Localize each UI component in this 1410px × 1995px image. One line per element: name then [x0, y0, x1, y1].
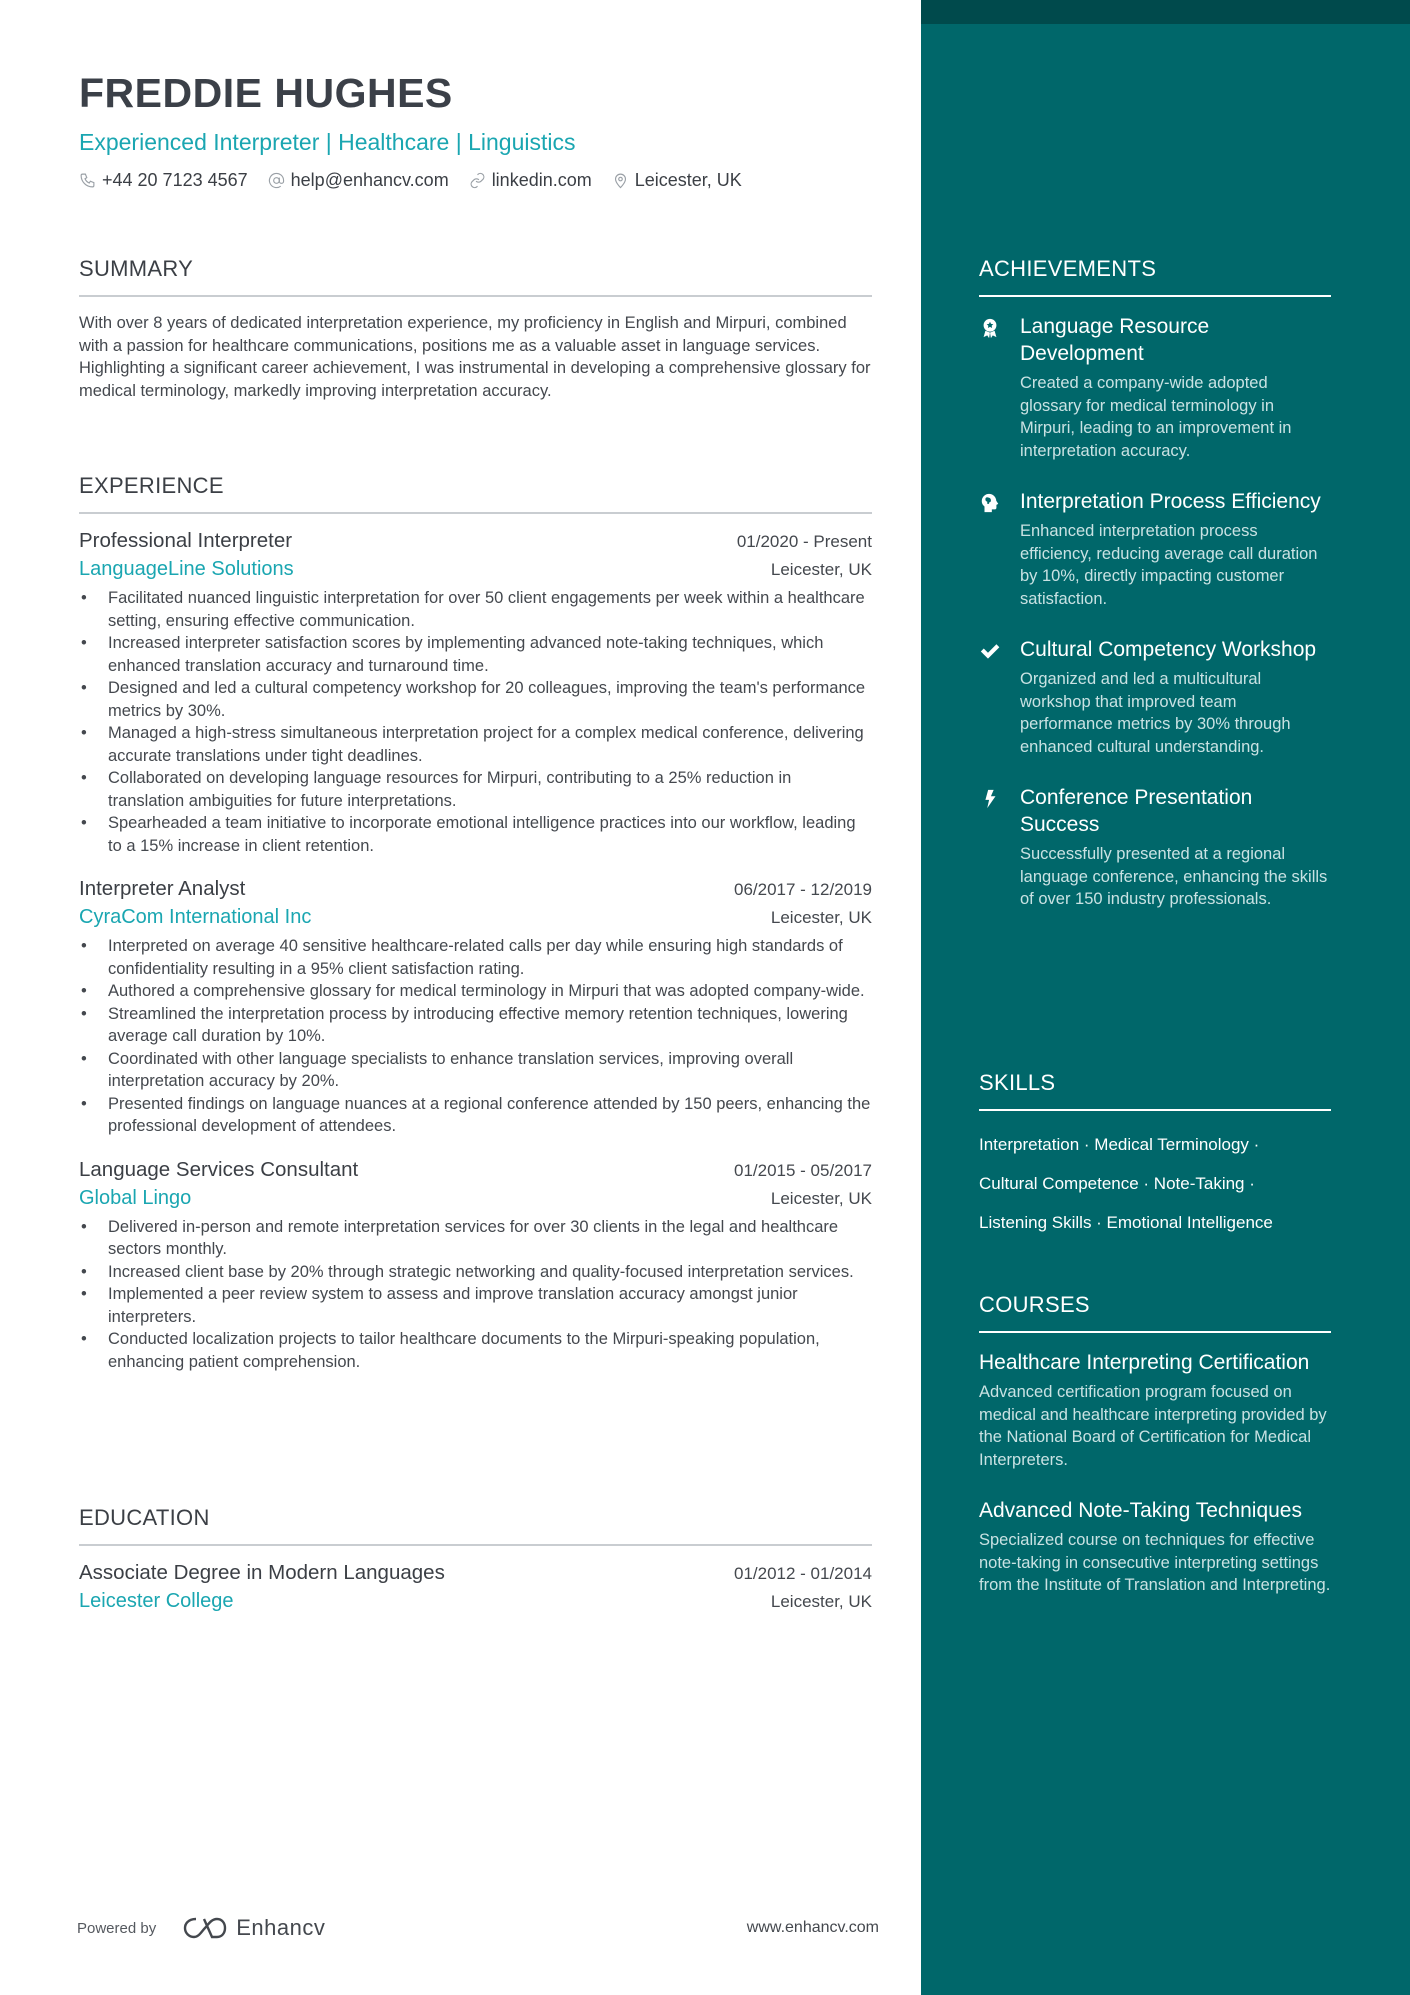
job-entry: [79, 875, 872, 1138]
job-location: Leicester, UK: [770, 1188, 872, 1208]
summary-heading: SUMMARY: [79, 256, 872, 297]
job-bullet: • Conducted localization projects to tailor healthcare documents to the Mirpuri-speaking population, enhancing patient comprehension.: [79, 1328, 872, 1373]
contact-phone[interactable]: [79, 170, 248, 191]
job-bullet: • Designed and led a cultural competency workshop for 20 colleagues, improving the team's performance metrics by 30%.: [79, 677, 872, 722]
location-text: Leicester, UK: [634, 170, 742, 190]
sidebar-top-bar: [921, 0, 1410, 24]
education-date: 01/2012 - 01/2014: [733, 1564, 872, 1583]
brain-head-icon: [979, 492, 1001, 514]
enhancv-logo-icon: [182, 1915, 228, 1941]
skills-line: Cultural Competence · Note-Taking ·: [979, 1174, 1255, 1193]
job-entry: [79, 527, 872, 857]
achievement-desc: Created a company-wide adopted glossary for medical terminology in Mirpuri, leading to an improvement in interpretation accuracy.: [1020, 374, 1292, 460]
education-heading: EDUCATION: [79, 1505, 872, 1546]
achievement-item: [979, 488, 1331, 610]
achievement-item: [979, 636, 1331, 758]
powered-by-label: Powered by: [77, 1919, 157, 1937]
summary-section: [79, 256, 872, 402]
contact-linkedin[interactable]: [469, 170, 592, 191]
job-bullet: • Streamlined the interpretation process by introducing effective memory retention techniques, lowering average call duration by 10%.: [79, 1003, 872, 1048]
skills-list: [979, 1125, 1331, 1242]
achievement-item: [979, 784, 1331, 911]
job-company[interactable]: Global Lingo: [79, 1186, 192, 1209]
course-item: [979, 1497, 1331, 1597]
footer-website[interactable]: www.enhancv.com: [746, 1919, 879, 1936]
sidebar-column: [921, 0, 1410, 1995]
phone-icon: [79, 172, 96, 189]
resume-header: [79, 68, 871, 191]
summary-text: With over 8 years of dedicated interpretation experience, my proficiency in English and Mirpuri, combined with a passion for healthcare communications, positions me as a valuable asset in language services. Highlighting a significant career achievement, I was instrumental in developing a comprehensive glossary for medical terminology, markedly improving interpretation accuracy.: [79, 314, 871, 400]
job-title: Professional Interpreter: [79, 529, 293, 552]
enhancv-brand: Enhancv: [236, 1915, 326, 1940]
experience-section: [79, 473, 872, 1373]
skills-line: Listening Skills · Emotional Intelligence: [979, 1213, 1273, 1232]
course-title: Healthcare Interpreting Certification: [979, 1351, 1310, 1374]
job-bullets: [79, 935, 872, 1138]
lightning-icon: [979, 788, 1001, 810]
location-pin-icon: [612, 172, 629, 189]
link-icon: [469, 172, 486, 189]
achievement-title: Interpretation Process Efficiency: [1020, 490, 1321, 513]
job-bullets: [79, 1216, 872, 1374]
job-bullet: • Collaborated on developing language resources for Mirpuri, contributing to a 25% reduction in translation ambiguities for future interpretations.: [79, 767, 872, 812]
job-bullet: • Interpreted on average 40 sensitive healthcare-related calls per day while ensuring high standards of confidentiality resulting in a 95% client satisfaction rating.: [79, 935, 872, 980]
job-bullet: • Spearheaded a team initiative to incorporate emotional intelligence practices into our workflow, leading to a 15% increase in client retention.: [79, 812, 872, 857]
course-item: [979, 1349, 1331, 1471]
job-title: Language Services Consultant: [79, 1157, 359, 1181]
job-bullet: • Implemented a peer review system to assess and improve translation accuracy amongst junior interpreters.: [79, 1283, 872, 1328]
job-location: Leicester, UK: [770, 908, 872, 927]
candidate-tagline: Experienced Interpreter | Healthcare | Linguistics: [79, 129, 576, 155]
checkmark-icon: [979, 640, 1001, 662]
achievement-desc: Enhanced interpretation process efficiency, reducing average call duration by 10%, directly impacting customer satisfaction.: [1020, 522, 1318, 608]
job-title: Interpreter Analyst: [79, 877, 246, 900]
award-icon: [979, 317, 1001, 339]
job-bullet: • Managed a high-stress simultaneous interpretation project for a complex medical conference, delivering accurate translations under tight deadlines.: [79, 722, 872, 767]
courses-heading: COURSES: [979, 1292, 1331, 1333]
job-entry: [79, 1156, 872, 1374]
job-bullet: • Facilitated nuanced linguistic interpretation for over 50 client engagements per week within a healthcare setting, ensuring effective communication.: [79, 587, 872, 632]
phone-text: +44 20 7123 4567: [102, 170, 248, 190]
job-bullet: • Delivered in-person and remote interpretation services for over 30 clients in the legal and healthcare sectors monthly.: [79, 1216, 872, 1261]
job-bullet: • Increased client base by 20% through strategic networking and quality-focused interpretation services.: [79, 1261, 872, 1284]
achievement-desc: Organized and led a multicultural workshop that improved team performance metrics by 30% through enhanced cultural understanding.: [1020, 670, 1291, 756]
achievement-title: Conference Presentation Success: [1020, 786, 1253, 836]
job-bullets: [79, 587, 872, 857]
at-icon: [268, 172, 285, 189]
degree-title: Associate Degree in Modern Languages: [79, 1561, 445, 1584]
linkedin-text: linkedin.com: [491, 170, 592, 190]
powered-by: [77, 1915, 325, 1941]
job-bullet: • Coordinated with other language specialists to enhance translation services, improving overall interpretation accuracy by 20%.: [79, 1048, 872, 1093]
experience-heading: EXPERIENCE: [79, 473, 872, 514]
job-bullet: • Authored a comprehensive glossary for medical terminology in Mirpuri that was adopted company-wide.: [79, 980, 872, 1003]
job-date: 06/2017 - 12/2019: [733, 880, 872, 899]
email-text: help@enhancv.com: [290, 170, 449, 190]
job-location: Leicester, UK: [770, 560, 872, 579]
education-entry: [79, 1559, 872, 1615]
enhancv-logo[interactable]: [182, 1915, 325, 1941]
candidate-name: FREDDIE HUGHES: [79, 70, 453, 116]
job-bullet: • Presented findings on language nuances at a regional conference attended by 150 peers, enhancing the professional development of attendees.: [79, 1093, 872, 1138]
skills-heading: SKILLS: [979, 1070, 1331, 1111]
skills-line: Interpretation · Medical Terminology ·: [979, 1135, 1260, 1154]
education-section: [79, 1505, 872, 1615]
contact-bar: [79, 170, 871, 191]
achievement-desc: Successfully presented at a regional language conference, enhancing the skills of over 150 industry professionals.: [1020, 845, 1328, 908]
achievements-heading: ACHIEVEMENTS: [979, 256, 1331, 297]
course-desc: Specialized course on techniques for effective note-taking in consecutive interpreting settings from the Institute of Translation and Interpreting.: [979, 1531, 1331, 1594]
education-location: Leicester, UK: [770, 1592, 872, 1611]
job-company[interactable]: CyraCom International Inc: [79, 906, 312, 928]
courses-section: [979, 1292, 1331, 1597]
achievement-item: [979, 313, 1331, 462]
achievements-section: [979, 256, 1331, 911]
achievement-title: Cultural Competency Workshop: [1020, 638, 1317, 661]
contact-email[interactable]: [268, 170, 449, 191]
job-date: 01/2015 - 05/2017: [733, 1160, 872, 1180]
job-company[interactable]: LanguageLine Solutions: [79, 558, 294, 580]
contact-location: [612, 170, 742, 191]
school-name[interactable]: Leicester College: [79, 1590, 234, 1612]
resume-footer: [77, 1915, 879, 1941]
course-desc: Advanced certification program focused on medical and healthcare interpreting provided by the National Board of Certification for Medical Interpreters.: [979, 1383, 1327, 1469]
job-date: 01/2020 - Present: [736, 532, 872, 551]
course-title: Advanced Note-Taking Techniques: [979, 1499, 1302, 1522]
job-bullet: • Increased interpreter satisfaction scores by implementing advanced note-taking techniques, which enhanced translation accuracy and turnaround time.: [79, 632, 872, 677]
achievement-title: Language Resource Development: [1020, 315, 1210, 365]
skills-section: [979, 1070, 1331, 1242]
